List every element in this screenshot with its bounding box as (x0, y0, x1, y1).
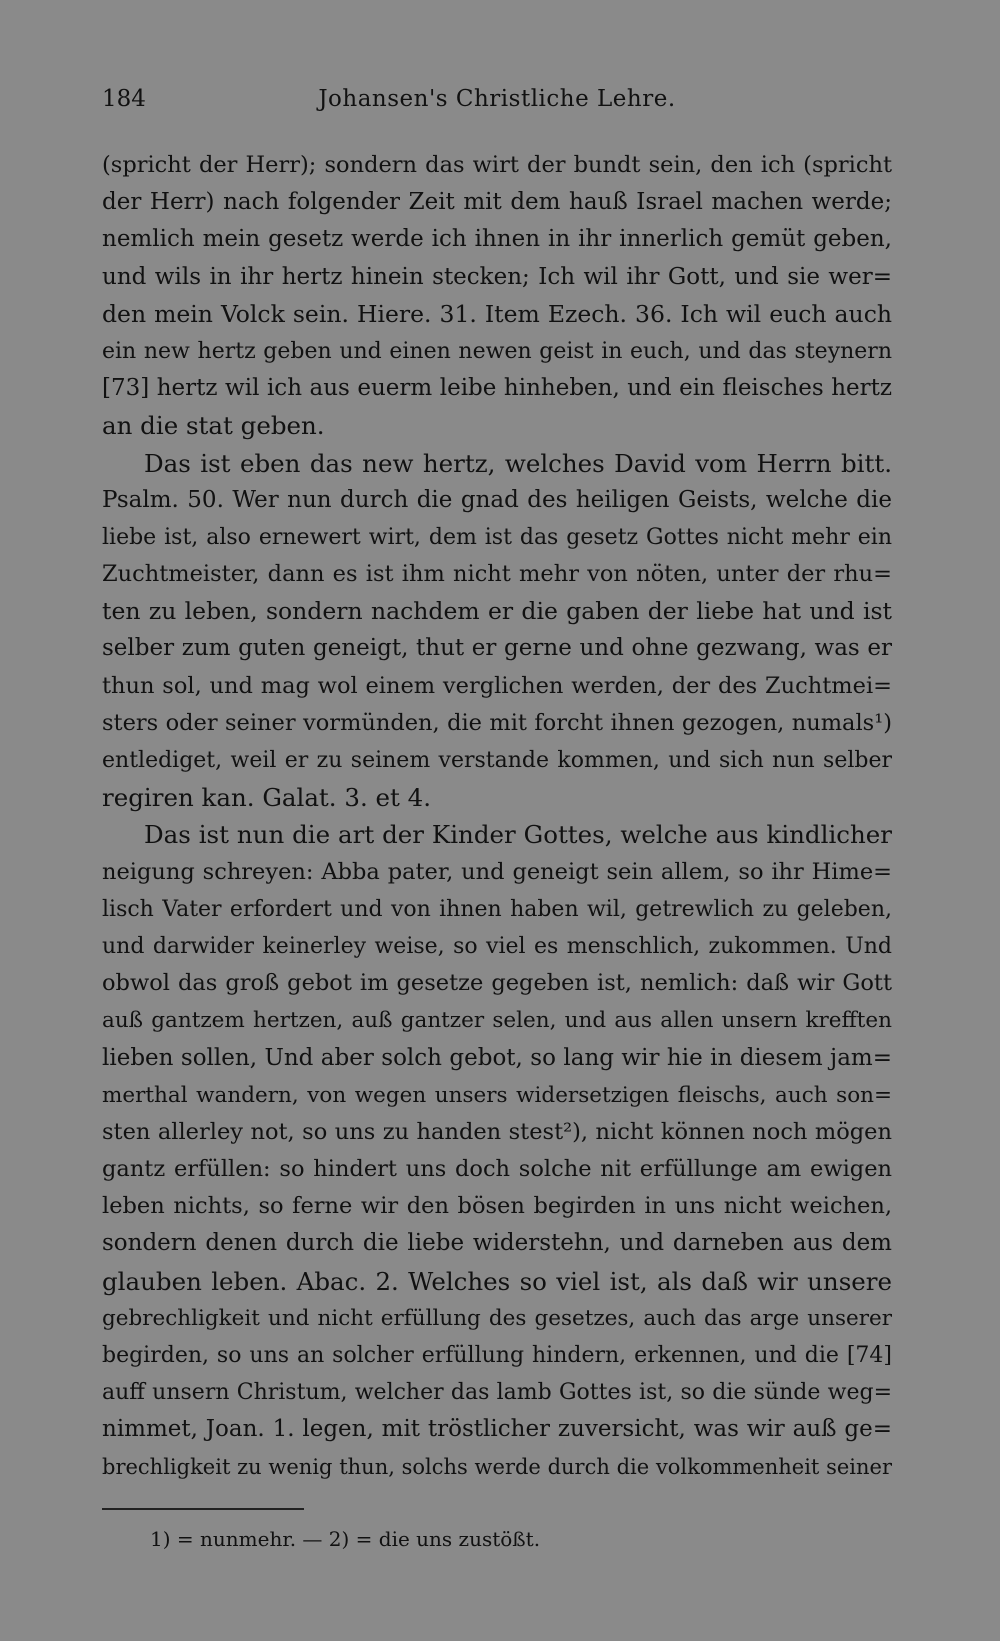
text-line: begirden, so uns an solcher erfüllung hindern, erkennen, und die [74] (102, 1343, 892, 1368)
text-line: obwol das groß gebot im gesetze gegeben ist, nemlich: daß wir Gott (102, 970, 892, 997)
text-line: Psalm. 50. Wer nun durch die gnad des heiligen Geists, welche die (102, 486, 892, 513)
text-line: der Herr) nach folgender Zeit mit dem hauß Israel machen werde; (102, 189, 892, 216)
page-header (102, 86, 892, 116)
text-line: (spricht der Herr); sondern das wirt der bundt sein, den ich (spricht (102, 152, 892, 178)
text-line: lieben sollen, Und aber solch gebot, so lang wir hie in diesem jam= (102, 1044, 892, 1071)
text-line: gebrechligkeit und nicht erfüllung des gesetzes, auch das arge unserer (102, 1305, 892, 1331)
footnote-divider (102, 1508, 304, 1510)
text-line: merthal wandern, von wegen unsers widersetzigen fleischs, auch son= (102, 1082, 892, 1108)
text-line: auß gantzem hertzen, auß gantzer selen, und aus allen unsern krefften (102, 1008, 892, 1034)
text-line: entlediget, weil er zu seinem verstande kommen, und sich nun selber (102, 748, 892, 773)
text-line: nimmet, Joan. 1. legen, mit tröstlicher zuversicht, was wir auß ge= (102, 1416, 892, 1443)
text-line: thun sol, und mag wol einem verglichen werden, der des Zuchtmei= (102, 672, 892, 699)
text-line: ein new hertz geben und einen newen geist in euch, und das steynern (102, 338, 892, 364)
text-line: Zuchtmeister, dann es ist ihm nicht mehr von nöten, unter der rhu= (102, 561, 892, 588)
text-line: selber zum guten geneigt, thut er gerne und ohne gezwang, was er (102, 635, 892, 662)
page-number: 184 (102, 86, 146, 112)
text-line: sters oder seiner vormünden, die mit forcht ihnen gezogen, numals¹) (102, 709, 892, 736)
text-line: liebe ist, also ernewert wirt, dem ist das gesetz Gottes nicht mehr ein (102, 524, 892, 550)
text-line: brechligkeit zu wenig thun, solchs werde durch die volkommenheit seiner (102, 1454, 892, 1479)
text-line: glauben leben. Abac. 2. Welches so viel ist, als daß wir unsere (102, 1266, 892, 1296)
text-line: lisch Vater erfordert und von ihnen haben wil, getrewlich zu geleben, (102, 896, 892, 922)
text-line: an die stat geben. (102, 411, 325, 441)
text-line: regiren kan. Galat. 3. et 4. (102, 783, 432, 813)
running-title: Johansen's Christliche Lehre. (318, 86, 676, 112)
text-line: und wils in ihr hertz hinein stecken; Ich wil ihr Gott, und sie wer= (102, 263, 892, 290)
text-line: gantz erfüllen: so hindert uns doch solche nit erfüllunge am ewigen (102, 1156, 892, 1183)
text-line: und darwider keinerley weise, so viel es menschlich, zukommen. Und (102, 933, 892, 959)
text-line: neigung schreyen: Abba pater, und geneigt sein allem, so ihr Hime= (102, 858, 892, 885)
footnote: 1) = nunmehr. — 2) = die uns zustößt. (150, 1527, 541, 1551)
text-line: ten zu leben, sondern nachdem er die gaben der liebe hat und ist (102, 597, 892, 626)
text-line: sten allerley not, so uns zu handen stest²), nicht können noch mögen (102, 1118, 892, 1145)
text-line: [73] hertz wil ich aus euerm leibe hinheben, und ein fleisches hertz (102, 375, 892, 402)
text-line: leben nichts, so ferne wir den bösen begirden in uns nicht weichen, (102, 1193, 892, 1220)
text-line: den mein Volck sein. Hiere. 31. Item Ezech. 36. Ich wil euch auch (102, 299, 892, 328)
text-line: nemlich mein gesetz werde ich ihnen in ihr innerlich gemüt geben, (102, 226, 892, 253)
text-line: sondern denen durch die liebe widerstehn, und darneben aus dem (102, 1230, 892, 1257)
text-line: Das ist nun die art der Kinder Gottes, welche aus kindlicher (144, 820, 892, 850)
text-line: Das ist eben das new hertz, welches David vom Herrn bitt. (144, 448, 892, 478)
text-line: auff unsern Christum, welcher das lamb Gottes ist, so die sünde weg= (102, 1380, 892, 1406)
body-text (102, 147, 892, 1486)
